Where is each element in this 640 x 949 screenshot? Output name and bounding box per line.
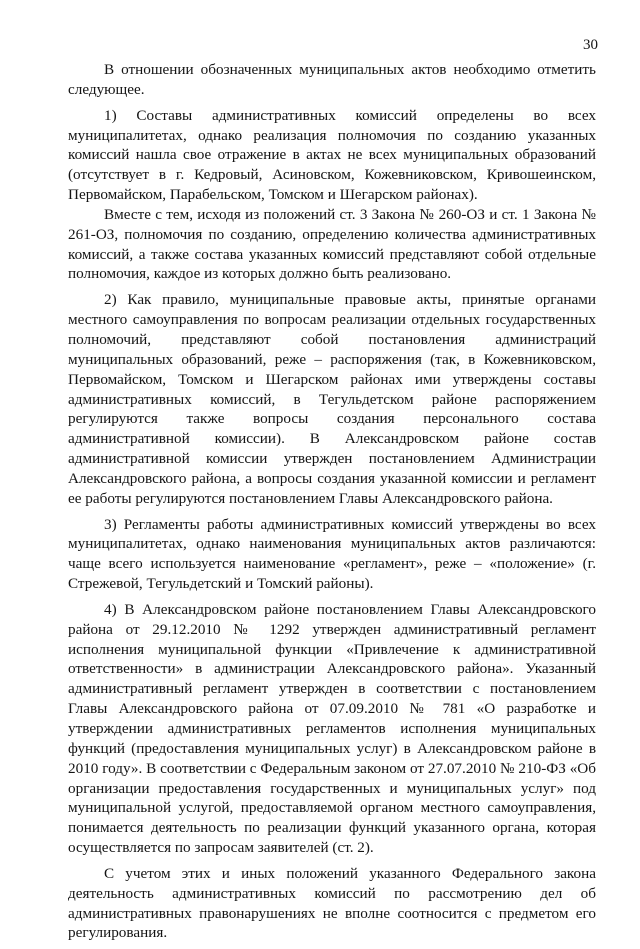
paragraph-item-1: 1) Составы административных комиссий определены во всех муниципалитетах, однако реализация полномочия по созданию указанных комиссий нашла свое отражение в актах не всех муниципальных образований (отсутствует в г. Кедровый, Асиновском, Кожевниковском, Кривошеинском, Первомайском, Парабельском, Томском и Шегарском районах). — [68, 106, 596, 204]
paragraph-item-4: 4) В Александровском районе постановлением Главы Александровского района от 29.12.2010 № 1292 утвержден административный регламент исполнения муниципальной функции «Привлечение к административной ответственности» в администрации Александровского района». Указанный административный регламент утвержден в соответствии с постановлением Главы Александровского района от 07.09.2010 № 781 «О разработке и утверждении административных регламентов исполнения муниципальных функций (предоставления муниципальных услуг) в Александровском районе в 2010 году». В соответствии с Федеральным законом от 27.07.2010 № 210-ФЗ «Об организации предоставления государственных и муниципальных услуг» под муниципальной услугой, предоставляемой органом местного самоуправления, понимается деятельность по реализации функций указанного органа, которая осуществляется по запросам заявителей (ст. 2). — [68, 600, 596, 857]
paragraph-conclusion: С учетом этих и иных положений указанного Федерального закона деятельность административных комиссий по рассмотрению дел об административных правонарушениях не вполне соотносится с предметом его регулирования. — [68, 864, 596, 942]
paragraph-item-3: 3) Регламенты работы административных комиссий утверждены во всех муниципалитетах, однако наименования муниципальных актов различаются: чаще всего используется наименование «регламент», реже – «положение» (г. Стрежевой, Тегульдетский и Томский районы). — [68, 515, 596, 593]
paragraph-item-1-note: Вместе с тем, исходя из положений ст. 3 Закона № 260-ОЗ и ст. 1 Закона № 261-ОЗ, полномочия по созданию, определению количества административных комиссий, а также состава указанных комиссий представляют собой отдельные полномочия, каждое из которых должно быть реализовано. — [68, 205, 596, 283]
document-body — [68, 60, 596, 949]
paragraph-item-2: 2) Как правило, муниципальные правовые акты, принятые органами местного самоуправления по вопросам реализации отдельных государственных полномочий, представляют собой постановления администраций муниципальных образований, реже – распоряжения (так, в Кожевниковском, Первомайском, Томском и Шегарском районах ими утверждены составы административных комиссий, в Тегульдетском районе распоряжением регулируются также вопросы создания персонального состава административной комиссии). В Александровском районе состав административной комиссии утвержден постановлением Администрации Александровского района, а вопросы создания указанной комиссии и регламент ее работы регулируются постановлением Главы Александровского района. — [68, 291, 596, 507]
page-number: 30 — [583, 37, 598, 53]
paragraph-intro: В отношении обозначенных муниципальных актов необходимо отметить следующее. — [68, 61, 596, 98]
